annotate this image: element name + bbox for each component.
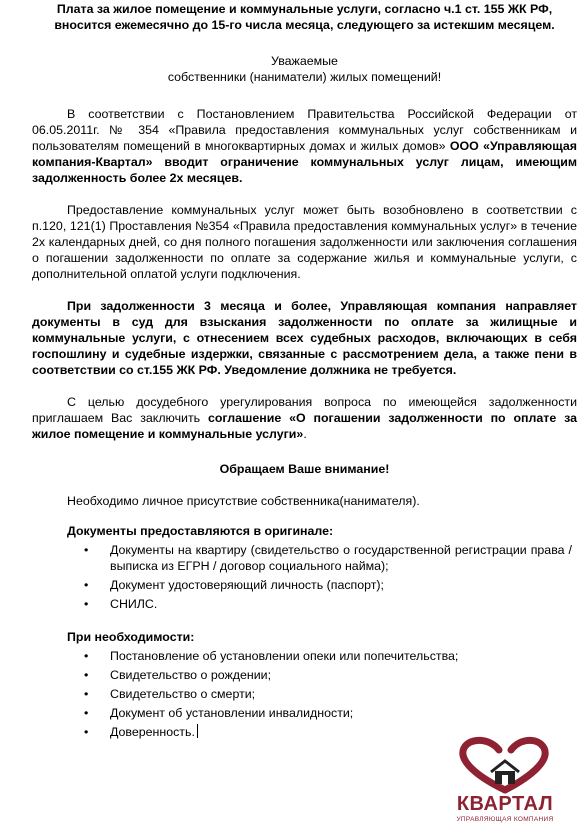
list-item: • СНИЛС. bbox=[32, 596, 577, 612]
greeting bbox=[32, 53, 577, 85]
greeting-line-2: собственники (наниматели) жилых помещений! bbox=[167, 70, 442, 84]
company-logo bbox=[446, 736, 582, 828]
header-line-2: вносится ежемесячно до 15-го числа месяца, следующего за истекшим месяцем. bbox=[54, 18, 555, 32]
paragraph-restriction-text: В соответствии с Постановлением Правительства Российской Федерации от 06.05.2011г. № 354 «Правила предоставления коммунальных услуг собственникам и пользователям помещений в многоквартирных домах и жилых домов» bbox=[32, 107, 577, 153]
list-item: • Документ удостоверяющий личность (паспорт); bbox=[32, 577, 577, 593]
text-cursor bbox=[197, 724, 198, 738]
paragraph-agreement-tail: . bbox=[303, 427, 307, 441]
paragraph-restriction-bold: ООО «Управляющая компания-Квартал» вводит ограничение коммунальных услуг лицам, имеющим задолженность более 2х месяцев. bbox=[32, 139, 577, 185]
list-item: • Свидетельство о смерти; bbox=[32, 686, 577, 702]
logo-wordmark: КВАРТАЛ bbox=[456, 793, 554, 815]
list-item: • Документ об установлении инвалидности; bbox=[32, 705, 577, 721]
paragraph-agreement-bold: соглашение «О погашении задолженности по оплате за жилое помещение и коммунальные услуги» bbox=[32, 411, 578, 441]
list-item-text: Доверенность. bbox=[110, 725, 195, 739]
paragraph-restriction bbox=[32, 106, 577, 186]
attention-heading: Обращаем Ваше внимание! bbox=[219, 462, 390, 476]
greeting-line-1: Уважаемые bbox=[271, 54, 338, 68]
document-page bbox=[32, 0, 577, 740]
list-item: • Постановление об установлении опеки или попечительства; bbox=[32, 648, 577, 664]
paragraph-agreement bbox=[32, 394, 577, 442]
originals-list bbox=[32, 542, 577, 612]
logo-tagline: УПРАВЛЯЮЩАЯ КОМПАНИЯ bbox=[456, 816, 554, 823]
ifneeded-heading: При необходимости: bbox=[67, 630, 195, 644]
paragraph-resumption: Предоставление коммунальных услуг может быть возобновлено в соответствии с п.120, 121(1) Проставления №354 «Правила предоставления коммунальных услуг» в течение 2х календарных дней, со дня полного погашения задолженности или заключения соглашения о погашении задолженности по оплате за содержание жилья и коммунальные услуги, с дополнительной оплатой услуги подключения. bbox=[32, 203, 577, 281]
ifneeded-list bbox=[32, 648, 577, 740]
paragraph-court: При задолженности 3 месяца и более, Управляющая компания направляет документы в суд для взыскания задолженности по оплате за жилищные и коммунальные услуги, с отнесением всех судебных расходов, включающих в себя госпошлину и судебные издержки, связанные с рассмотрением дела, а также пени в соответствии со ст.155 ЖК РФ. Уведомление должника не требуется. bbox=[32, 299, 577, 377]
originals-heading: Документы предоставляются в оригинале: bbox=[67, 524, 334, 538]
heart-house-icon bbox=[446, 736, 564, 794]
list-item: • Свидетельство о рождении; bbox=[32, 667, 577, 683]
list-item: • Документы на квартиру (свидетельство о государственной регистрации права / выписка из ЕГРН / договор социального найма); bbox=[32, 542, 577, 574]
paragraph-agreement-text: С целью досудебного урегулирования вопроса по имеющейся задолженности приглашаем Вас заключить bbox=[32, 395, 577, 425]
presence-note: Необходимо личное присутствие собственника(нанимателя). bbox=[67, 494, 420, 508]
document-header bbox=[32, 0, 577, 33]
header-line-1: Плата за жилое помещение и коммунальные услуги, согласно ч.1 ст. 155 ЖК РФ, bbox=[56, 2, 553, 16]
